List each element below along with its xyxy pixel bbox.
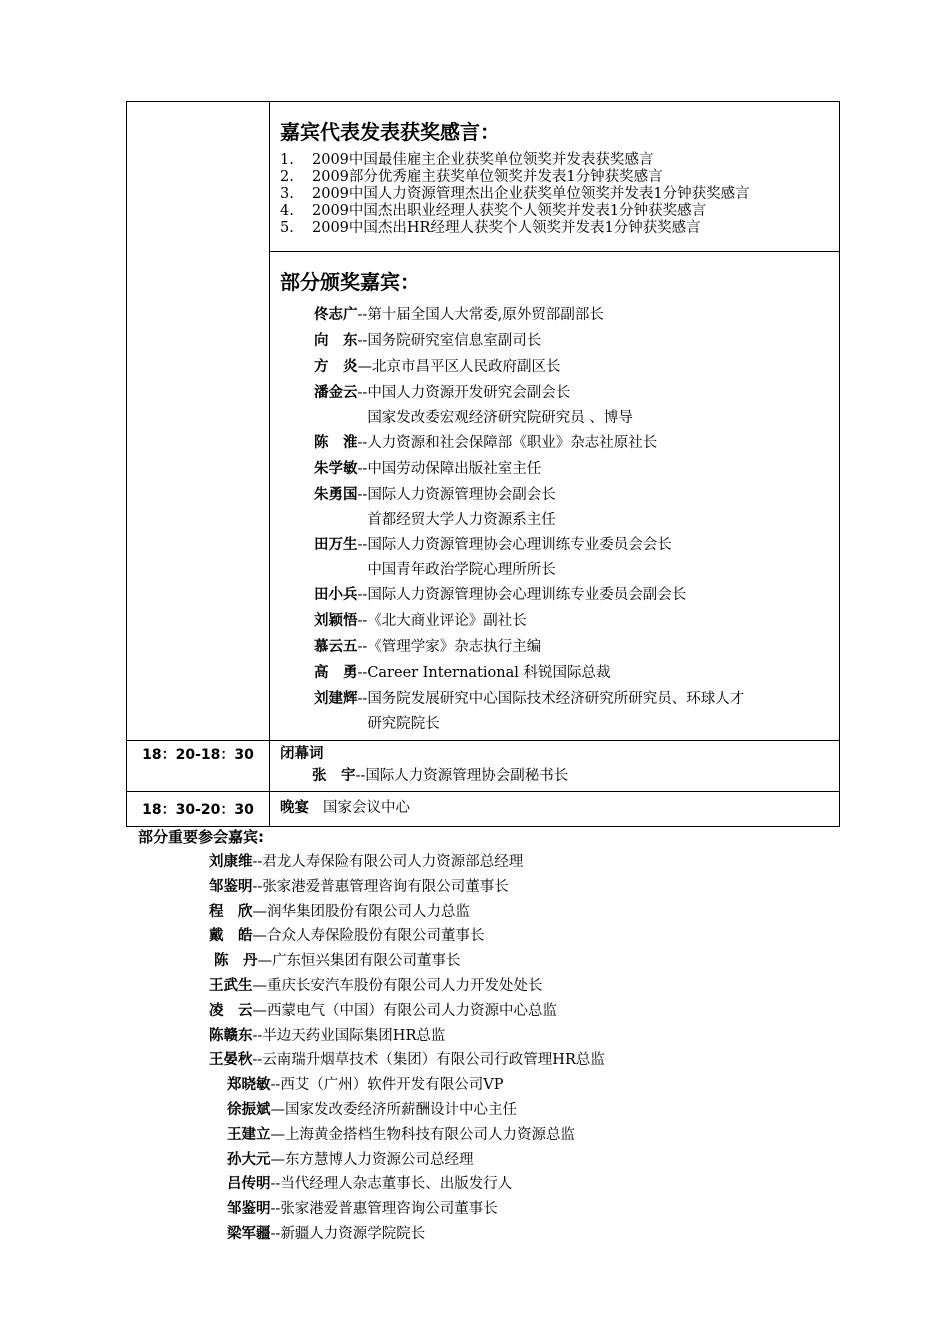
dinner-venue: 国家会议中心 xyxy=(323,800,410,816)
awards-cell xyxy=(270,102,840,252)
dinner-title: 晚宴 xyxy=(280,800,309,816)
list-item: 吕传明--当代经理人杂志董事长、出版发行人 xyxy=(227,1176,513,1193)
dinner-time: 18：30-20：30 xyxy=(127,792,270,827)
list-item: 梁军疆--新疆人力资源学院院长 xyxy=(227,1225,426,1242)
list-item: 王晏秋--云南瑞升烟草技术（集团）有限公司行政管理HR总监 xyxy=(209,1052,605,1069)
list-item: 田万生 -- 国际人力资源管理协会心理训练专业委员会会长 中国青年政治学院心理所所长 xyxy=(314,537,672,578)
list-item: 2. 2009部分优秀雇主获奖单位领奖并发表1分钟获奖感言 xyxy=(280,169,663,185)
closing-title: 闭幕词 xyxy=(280,746,324,762)
list-item: 高 勇 -- Career International 科锐国际总裁 xyxy=(314,665,611,681)
list-item: 刘建辉 -- 国务院发展研究中心国际技术经济研究所研究员、环球人才 研究院院长 xyxy=(314,691,745,732)
presenters-title: 部分颁奖嘉宾： xyxy=(280,270,420,294)
closing-row xyxy=(127,741,840,792)
list-item: 戴 皓—合众人寿保险股份有限公司董事长 xyxy=(209,928,485,945)
list-item: 潘金云 -- 中国人力资源开发研究会副会长 国家发改委宏观经济研究院研究员 、博导 xyxy=(314,385,633,426)
list-item: 4. 2009中国杰出职业经理人获奖个人领奖并发表1分钟获奖感言 xyxy=(280,203,707,219)
list-item: 5. 2009中国杰出HR经理人获奖个人领奖并发表1分钟获奖感言 xyxy=(280,220,701,236)
list-item: 邹鉴明--张家港爱普惠管理咨询有限公司董事长 xyxy=(209,878,509,895)
list-item: 孙大元—东方慧博人力资源公司总经理 xyxy=(227,1151,474,1168)
list-item: 方 炎 — 北京市昌平区人民政府副区长 xyxy=(314,359,561,375)
list-item: 凌 云—西蒙电气（中国）有限公司人力资源中心总监 xyxy=(209,1002,557,1019)
dinner-cell xyxy=(270,792,840,827)
list-item: 向 东 -- 国务院研究室信息室副司长 xyxy=(314,333,542,349)
list-item: 程 欣—润华集团股份有限公司人力总监 xyxy=(209,903,470,920)
closing-time: 18：20-18：30 xyxy=(127,741,270,792)
attendees-title: 部分重要参会嘉宾: xyxy=(138,828,264,846)
list-item: 陈赣东--半边天药业国际集团HR总监 xyxy=(209,1027,446,1044)
list-item: 3. 2009中国人力资源管理杰出企业获奖单位领奖并发表1分钟获奖感言 xyxy=(280,186,750,202)
list-item: 陈 丹—广东恒兴集团有限公司董事长 xyxy=(209,953,461,970)
awards-title: 嘉宾代表发表获奖感言： xyxy=(280,120,500,144)
list-item: 1. 2009中国最佳雇主企业获奖单位领奖并发表获奖感言 xyxy=(280,152,654,168)
list-item: 郑晓敏--西艾（广州）软件开发有限公司VP xyxy=(227,1077,504,1094)
awards-row xyxy=(127,102,840,252)
list-item: 朱勇国 -- 国际人力资源管理协会副会长 首都经贸大学人力资源系主任 xyxy=(314,487,556,528)
list-item: 刘颖悟 -- 《北大商业评论》副社长 xyxy=(314,613,527,629)
list-item: 朱学敏 -- 中国劳动保障出版社室主任 xyxy=(314,461,542,477)
dinner-row xyxy=(127,792,840,827)
list-item: 王武生—重庆长安汽车股份有限公司人力开发处处长 xyxy=(209,977,543,994)
list-item: 田小兵 -- 国际人力资源管理协会心理训练专业委员会副会长 xyxy=(314,587,687,603)
presenters-list xyxy=(314,302,839,736)
list-item: 王建立—上海黄金搭档生物科技有限公司人力资源总监 xyxy=(227,1126,575,1143)
empty-time-cell xyxy=(127,102,270,741)
list-item: 徐振斌—国家发改委经济所薪酬设计中心主任 xyxy=(227,1101,517,1118)
list-item: 刘康维--君龙人寿保险有限公司人力资源部总经理 xyxy=(209,854,524,870)
list-item: 陈 淮 -- 人力资源和社会保障部《职业》杂志社原社长 xyxy=(314,435,658,451)
presenters-cell xyxy=(270,252,840,741)
closing-speaker: 张 宇--国际人力资源管理协会副秘书长 xyxy=(312,768,569,784)
closing-cell xyxy=(270,741,840,792)
list-item: 邹鉴明--张家港爱普惠管理咨询公司董事长 xyxy=(227,1201,498,1218)
list-item: 慕云五 -- 《管理学家》杂志执行主编 xyxy=(314,639,542,655)
list-item: 佟志广 -- 第十届全国人大常委,原外贸部副部长 xyxy=(314,307,604,323)
attendees-list xyxy=(209,850,605,1247)
awards-list xyxy=(280,152,839,237)
agenda-table xyxy=(126,101,840,827)
